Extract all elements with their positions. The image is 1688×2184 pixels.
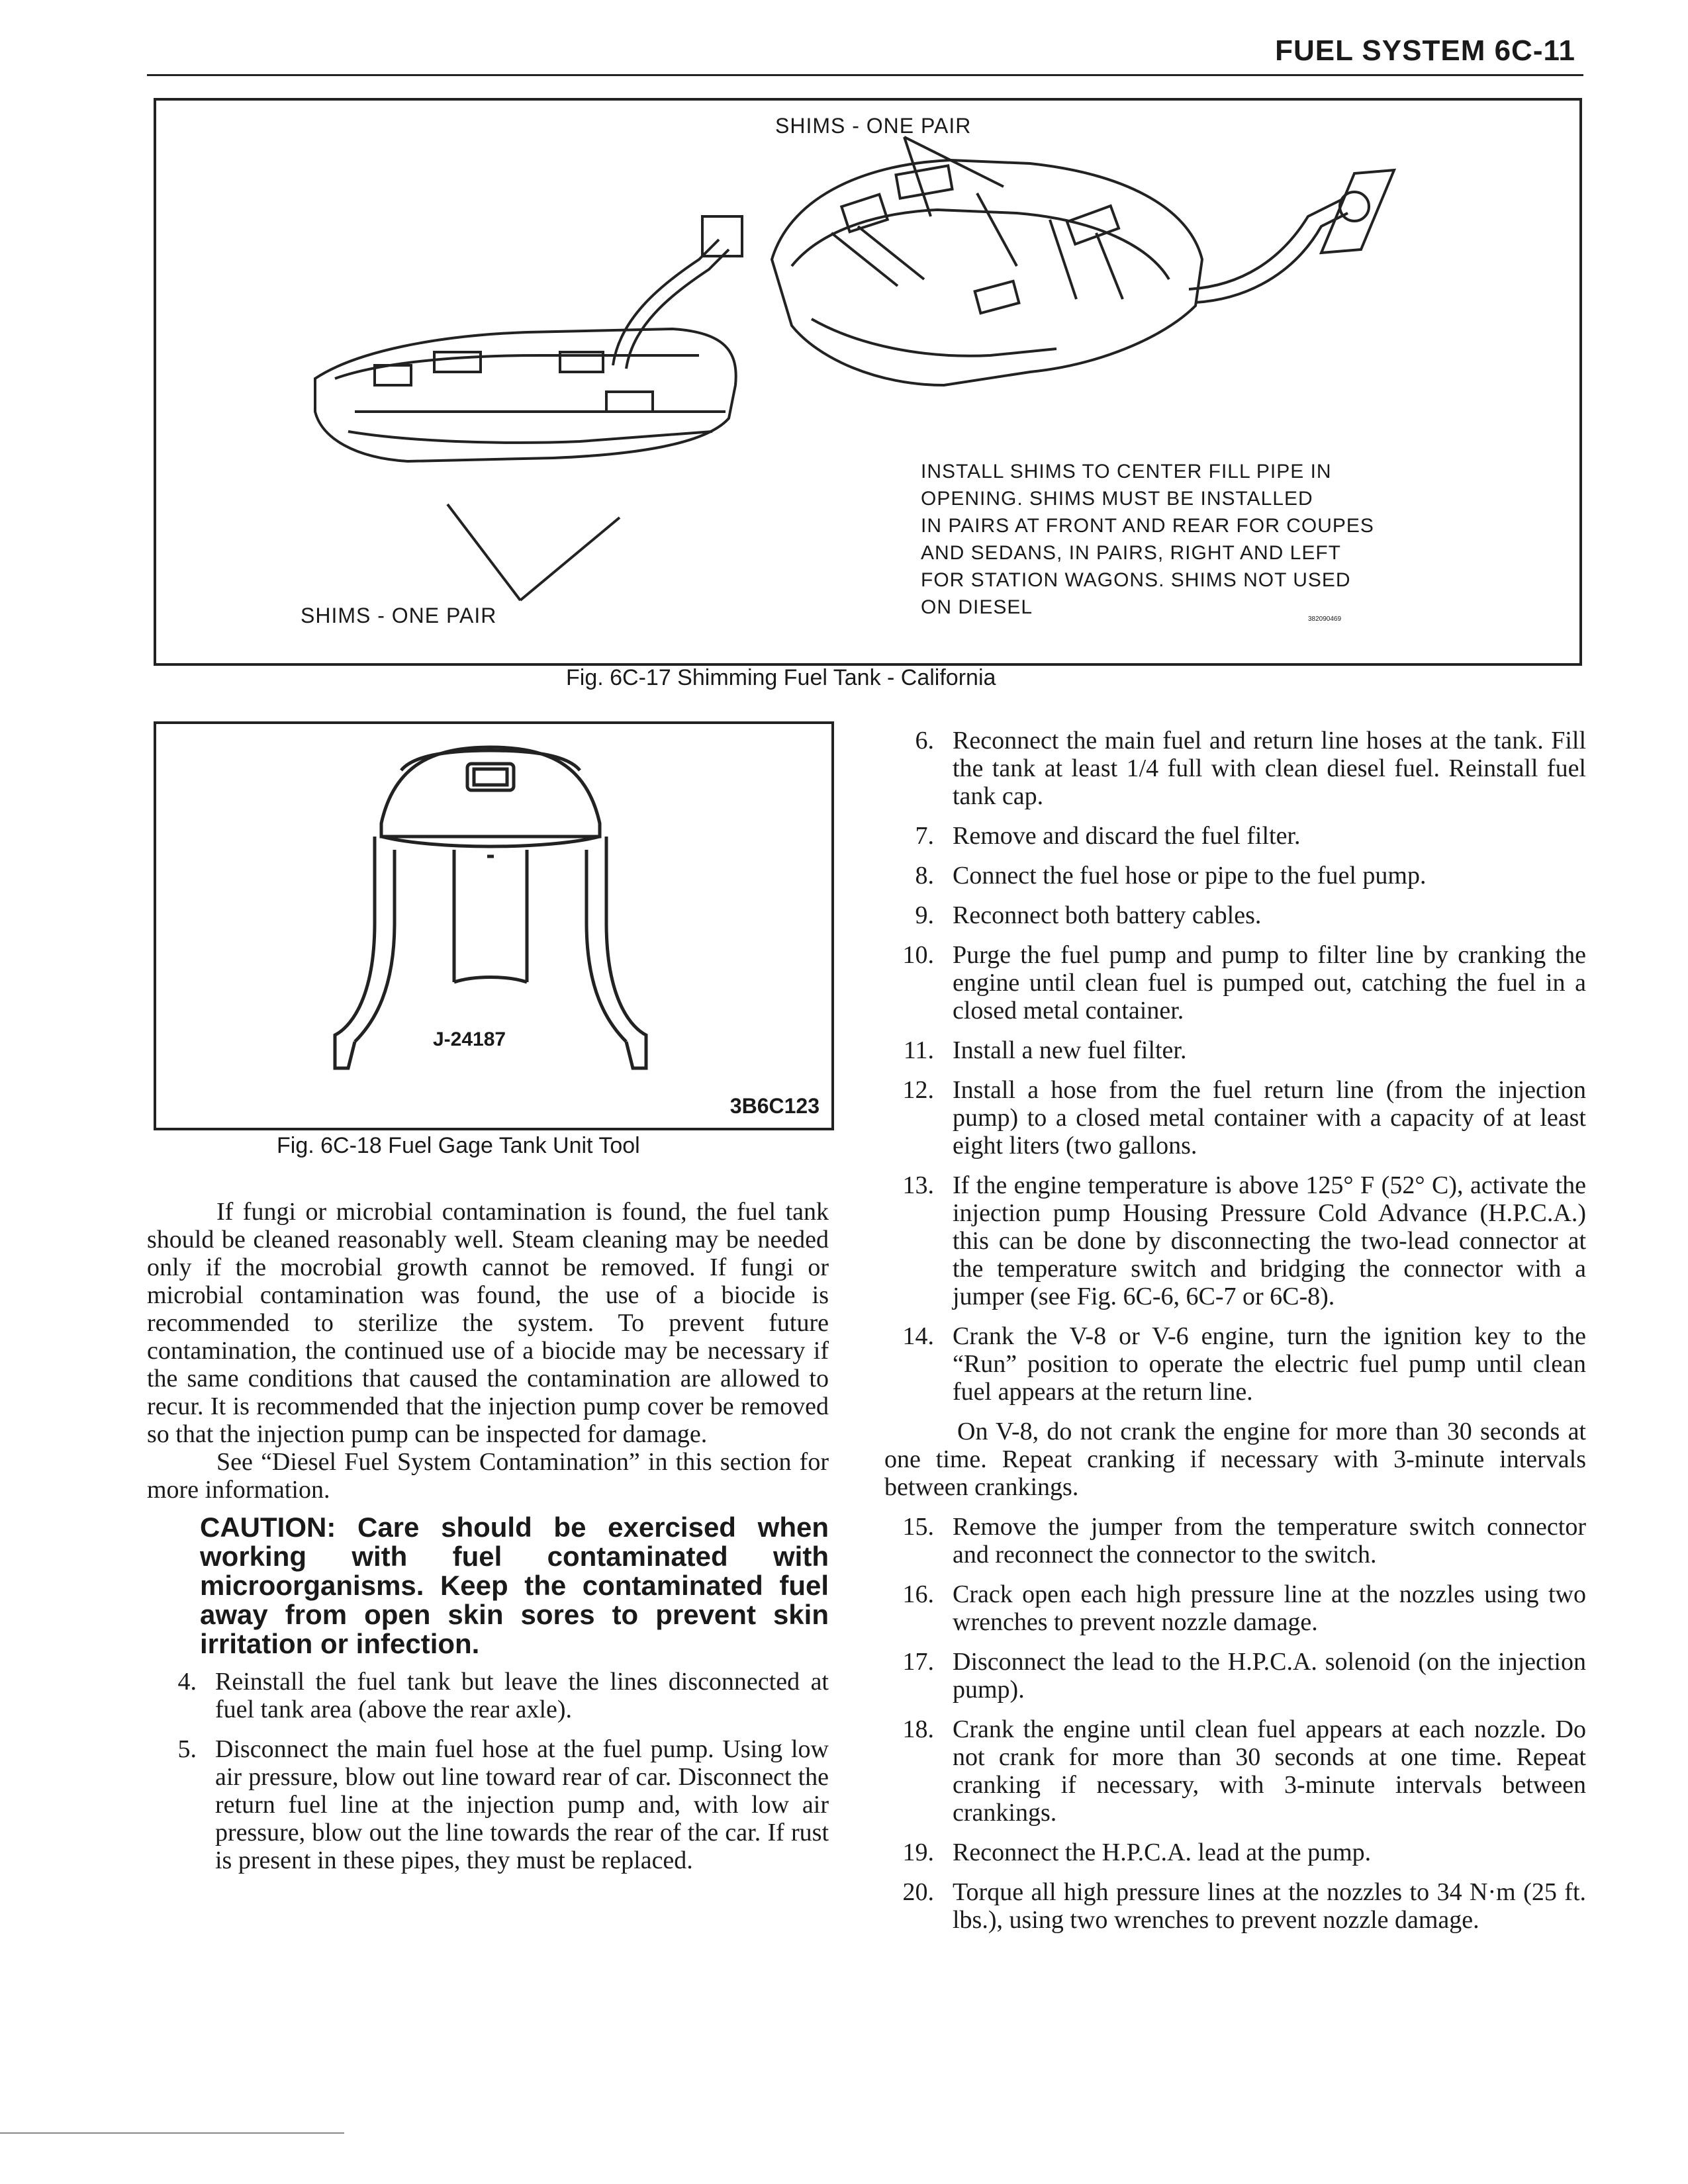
item-text: Remove and discard the fuel filter. bbox=[953, 822, 1301, 850]
right-column bbox=[884, 727, 1586, 1946]
item-text: Reconnect the main fuel and return line hoses at the tank. Fill the tank at least 1/4 full with clean diesel fuel. Reinstall fuel tank cap. bbox=[953, 727, 1586, 810]
list-item bbox=[884, 1171, 1586, 1310]
shims-label-top: SHIMS - ONE PAIR bbox=[775, 114, 972, 138]
note-line: IN PAIRS AT FRONT AND REAR FOR COUPES bbox=[921, 515, 1374, 537]
item-text: Crank the V-8 or V-6 engine, turn the ignition key to the “Run” position to operate the electric fuel pump until clean fuel appears at the return line. bbox=[953, 1322, 1586, 1406]
list-item bbox=[884, 901, 1586, 929]
list-item bbox=[147, 1735, 829, 1874]
item-text: Connect the fuel hose or pipe to the fuel pump. bbox=[953, 862, 1427, 889]
item-14-subparagraph: On V-8, do not crank the engine for more than 30 seconds at one time. Repeat cranking if necessary with 3-minute intervals between crankings. bbox=[884, 1418, 1586, 1501]
caution-note: CAUTION: Care should be exercised when working with fuel contaminated with microorganisms. Keep the contaminated fuel away from open skin sores to prevent skin irritation or infection. bbox=[200, 1512, 829, 1659]
shims-label-bottom: SHIMS - ONE PAIR bbox=[301, 604, 497, 627]
figure-6c-18 bbox=[154, 721, 834, 1130]
list-item bbox=[884, 727, 1586, 810]
figure-code: 382090469 bbox=[1308, 615, 1342, 623]
list-item bbox=[884, 1715, 1586, 1827]
header-rule bbox=[147, 74, 1583, 76]
item-number: 13. bbox=[902, 1171, 934, 1199]
note-line: ON DIESEL bbox=[921, 596, 1033, 618]
item-text: If the engine temperature is above 125° F (52° C), activate the injection pump Housing Pressure Cold Advance (H.P.C.A.) this can be done by disconnecting the two-lead connector at the temperature switch and bridging the connector with a jumper (see Fig. 6C-6, 6C-7 or 6C-8). bbox=[953, 1171, 1586, 1310]
item-text: Torque all high pressure lines at the nozzles to 34 N·m (25 ft. lbs.), using two wrenches to prevent nozzle damage. bbox=[953, 1878, 1586, 1934]
item-number: 14. bbox=[902, 1322, 934, 1350]
item-text: Install a hose from the fuel return line (from the injection pump) to a closed metal container with a capacity of at least eight liters (two gallons. bbox=[953, 1076, 1586, 1160]
item-number: 11. bbox=[903, 1036, 934, 1064]
note-line: OPENING. SHIMS MUST BE INSTALLED bbox=[921, 488, 1313, 510]
item-number: 7. bbox=[915, 822, 934, 850]
item-text: Reconnect the H.P.C.A. lead at the pump. bbox=[953, 1839, 1372, 1866]
note-line: INSTALL SHIMS TO CENTER FILL PIPE IN bbox=[921, 461, 1332, 482]
item-number: 6. bbox=[915, 727, 934, 754]
list-item bbox=[884, 822, 1586, 850]
list-item bbox=[884, 1513, 1586, 1569]
item-number: 19. bbox=[902, 1839, 934, 1866]
page-header: FUEL SYSTEM 6C-11 bbox=[1275, 34, 1575, 67]
item-number: 18. bbox=[902, 1715, 934, 1743]
item-text: Reconnect both battery cables. bbox=[953, 901, 1262, 929]
list-item bbox=[884, 1036, 1586, 1064]
footer-rule bbox=[0, 2132, 344, 2134]
item-number: 15. bbox=[902, 1513, 934, 1541]
item-text: Install a new fuel filter. bbox=[953, 1036, 1187, 1064]
list-item bbox=[884, 1322, 1586, 1406]
paragraph: If fungi or microbial contamination is found, the fuel tank should be cleaned reasonably well. Steam cleaning may be needed only if the mocrobial growth cannot be removed. If fungi or microbial contamination was found, the use of a biocide is recommended to sterilize the system. To prevent future contamination, the continued use of a biocide may be necessary if the same conditions that caused the contamination are allowed to recur. It is recommended that the injection pump cover be removed so that the injection pump can be inspected for damage. bbox=[147, 1198, 829, 1448]
item-text: Purge the fuel pump and pump to filter line by cranking the engine until clean fuel is pumped out, catching the fuel in a closed metal container. bbox=[953, 941, 1586, 1024]
item-number: 17. bbox=[902, 1648, 934, 1676]
list-item bbox=[884, 941, 1586, 1024]
note-line: AND SEDANS, IN PAIRS, RIGHT AND LEFT bbox=[921, 542, 1342, 564]
list-item bbox=[884, 1839, 1586, 1866]
figure-6c-17-caption: Fig. 6C-17 Shimming Fuel Tank - California bbox=[566, 665, 996, 690]
item-number: 8. bbox=[915, 862, 934, 889]
list-item bbox=[884, 1878, 1586, 1934]
list-item bbox=[884, 1580, 1586, 1636]
item-text: Crank the engine until clean fuel appears at each nozzle. Do not crank for more than 30 seconds at one time. Repeat cranking if necessary, with 3-minute intervals between crankings. bbox=[953, 1715, 1586, 1827]
tool-label: J-24187 bbox=[433, 1028, 506, 1050]
list-item bbox=[147, 1668, 829, 1723]
item-number: 20. bbox=[902, 1878, 934, 1906]
item-text: Remove the jumper from the temperature switch connector and reconnect the connector to the switch. bbox=[953, 1513, 1586, 1569]
item-number: 16. bbox=[902, 1580, 934, 1608]
figure-6c-18-caption: Fig. 6C-18 Fuel Gage Tank Unit Tool bbox=[277, 1133, 640, 1158]
shim-install-note bbox=[921, 458, 1424, 621]
list-item bbox=[884, 1648, 1586, 1704]
figure-code: 3B6C123 bbox=[729, 1094, 820, 1118]
left-column bbox=[147, 1198, 829, 1886]
paragraph: See “Diesel Fuel System Contamination” in this section for more information. bbox=[147, 1448, 829, 1504]
item-number: 10. bbox=[902, 941, 934, 969]
note-line: FOR STATION WAGONS. SHIMS NOT USED bbox=[921, 569, 1351, 591]
item-text: Crack open each high pressure line at the nozzles using two wrenches to prevent nozzle damage. bbox=[953, 1580, 1586, 1636]
item-number: 12. bbox=[902, 1076, 934, 1104]
tank-unit-tool-illustration bbox=[156, 724, 831, 1128]
item-number: 4. bbox=[177, 1668, 197, 1696]
item-number: 9. bbox=[915, 901, 934, 929]
item-text: Disconnect the lead to the H.P.C.A. solenoid (on the injection pump). bbox=[953, 1648, 1586, 1704]
figure-6c-17 bbox=[154, 98, 1582, 666]
item-text: Disconnect the main fuel hose at the fuel pump. Using low air pressure, blow out line toward rear of car. Disconnect the return fuel line at the injection pump and, with low air pressure, blow out the line towards the rear of the car. If rust is present in these pipes, they must be replaced. bbox=[215, 1735, 829, 1874]
item-number: 5. bbox=[177, 1735, 197, 1763]
list-item bbox=[884, 862, 1586, 889]
item-text: Reinstall the fuel tank but leave the lines disconnected at fuel tank area (above the rear axle). bbox=[215, 1668, 829, 1723]
list-item bbox=[884, 1076, 1586, 1160]
